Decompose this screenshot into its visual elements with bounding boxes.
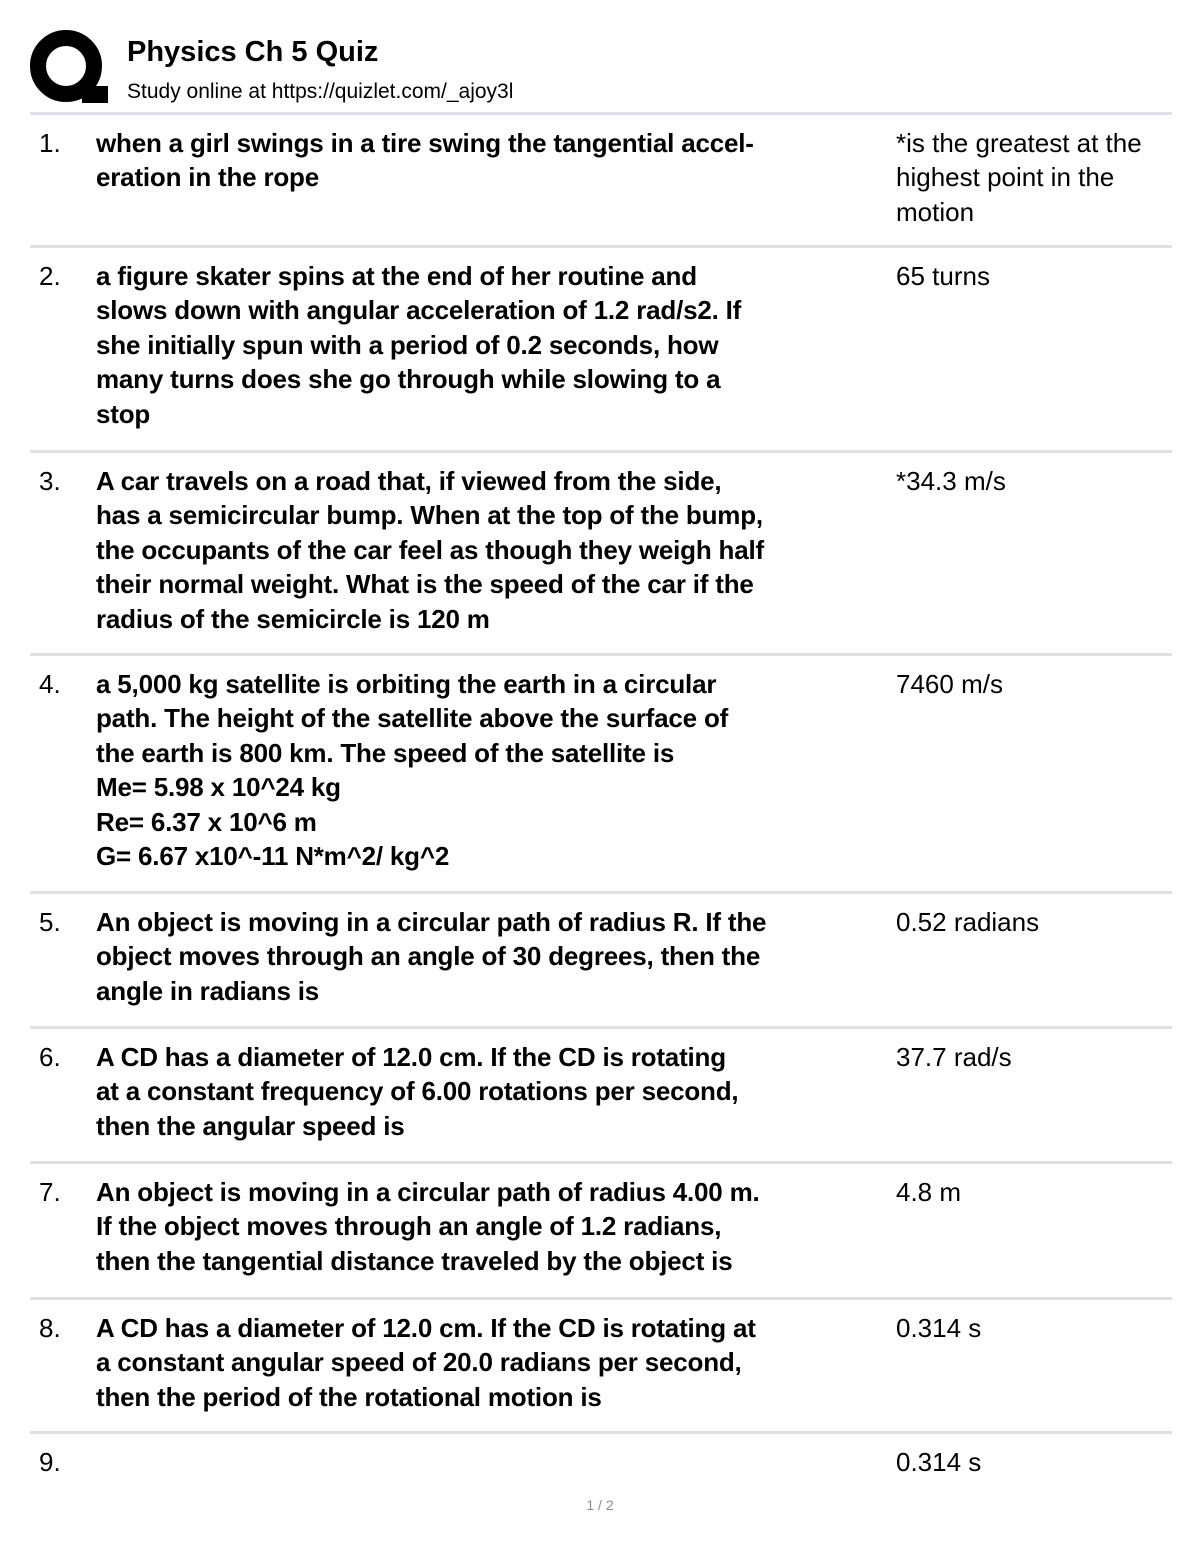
question-line: A CD has a diameter of 12.0 cm. If the CD is rotating: [96, 1042, 726, 1072]
page-indicator: 1 / 2: [586, 1497, 614, 1513]
card-question: [96, 905, 896, 1008]
card-number: 3.: [39, 466, 61, 496]
card-answer: 4.8 m: [896, 1177, 962, 1207]
question-line: a constant angular speed of 20.0 radians per second,: [96, 1347, 742, 1378]
question-line: a 5,000 kg satellite is orbiting the earth in a circular: [96, 669, 717, 699]
divider: [30, 891, 1172, 894]
question-line: path. The height of the satellite above the surface of: [96, 703, 729, 734]
divider: [30, 245, 1172, 248]
card-question: [96, 126, 896, 195]
question-line: then the period of the rotational motion is: [96, 1381, 602, 1412]
divider: [30, 1297, 1172, 1300]
question-line: radius of the semicircle is 120 m: [96, 603, 490, 634]
question-line: many turns does she go through while slowing to a: [96, 364, 721, 395]
divider: [30, 1026, 1172, 1029]
question-line: An object is moving in a circular path of radius 4.00 m.: [96, 1177, 760, 1207]
card-number: 1.: [39, 128, 61, 158]
question-line: she initially spun with a period of 0.2 seconds, how: [96, 329, 719, 360]
question-line: stop: [96, 398, 151, 429]
question-line: has a semicircular bump. When at the top of the bump,: [96, 500, 763, 531]
card-answer: 0.314 s: [896, 1313, 982, 1343]
card-question: [96, 464, 896, 636]
card-answer: *34.3 m/s: [896, 466, 1006, 496]
divider: [30, 1431, 1172, 1434]
card-answer: 0.52 radians: [896, 907, 1040, 937]
card-question: [96, 1175, 896, 1278]
question-line: A car travels on a road that, if viewed from the side,: [96, 466, 722, 496]
question-line: at a constant frequency of 6.00 rotations per second,: [96, 1076, 739, 1107]
card-question: [96, 259, 896, 431]
question-line: slows down with angular acceleration of 1.2 rad/s2. If: [96, 295, 742, 326]
divider: [30, 450, 1172, 453]
page-subtitle: Study online at https://quizlet.com/_ajoy3l: [127, 80, 514, 103]
divider: [30, 653, 1172, 656]
card-answer: 65 turns: [896, 261, 990, 291]
page-title: Physics Ch 5 Quiz: [127, 36, 379, 68]
card-number: 8.: [39, 1313, 61, 1343]
question-line: If the object moves through an angle of 1.2 radians,: [96, 1211, 722, 1242]
question-line: A CD has a diameter of 12.0 cm. If the CD is rotating at: [96, 1313, 756, 1343]
card-question: [96, 1040, 896, 1143]
question-line: G= 6.67 x10^-11 N*m^2/ kg^2: [96, 841, 450, 872]
divider: [30, 1161, 1172, 1164]
card-number: 7.: [39, 1177, 61, 1207]
question-line: Me= 5.98 x 10^24 kg: [96, 772, 341, 803]
divider: [30, 112, 1172, 115]
question-line: when a girl swings in a tire swing the tangential accel-: [96, 128, 754, 158]
card-answer: 0.314 s: [896, 1447, 982, 1477]
question-line: a figure skater spins at the end of her routine and: [96, 261, 697, 291]
question-line: the earth is 800 km. The speed of the satellite is: [96, 737, 675, 768]
question-line: eration in the rope: [96, 162, 320, 193]
card-answer: 37.7 rad/s: [896, 1042, 1012, 1072]
page-header: [30, 28, 1172, 112]
card-question: [96, 667, 896, 873]
card-answer: 7460 m/s: [896, 669, 1003, 699]
question-line: their normal weight. What is the speed of the car if the: [96, 569, 754, 600]
card-number: 5.: [39, 907, 61, 937]
card-number: 4.: [39, 669, 61, 699]
question-line: then the angular speed is: [96, 1110, 405, 1141]
card-number: 6.: [39, 1042, 61, 1072]
card-answer: *is the greatest at the highest point in the motion: [896, 128, 1142, 227]
card-number: 2.: [39, 261, 61, 291]
card-number: 9.: [39, 1447, 61, 1477]
question-line: Re= 6.37 x 10^6 m: [96, 806, 317, 837]
card-question: [96, 1311, 896, 1414]
question-line: then the tangential distance traveled by the object is: [96, 1245, 733, 1276]
quizlet-logo-icon: [30, 28, 108, 106]
question-line: the occupants of the car feel as though they weigh half: [96, 534, 764, 565]
question-line: angle in radians is: [96, 975, 320, 1006]
question-line: object moves through an angle of 30 degrees, then the: [96, 941, 761, 972]
question-line: An object is moving in a circular path of radius R. If the: [96, 907, 767, 937]
